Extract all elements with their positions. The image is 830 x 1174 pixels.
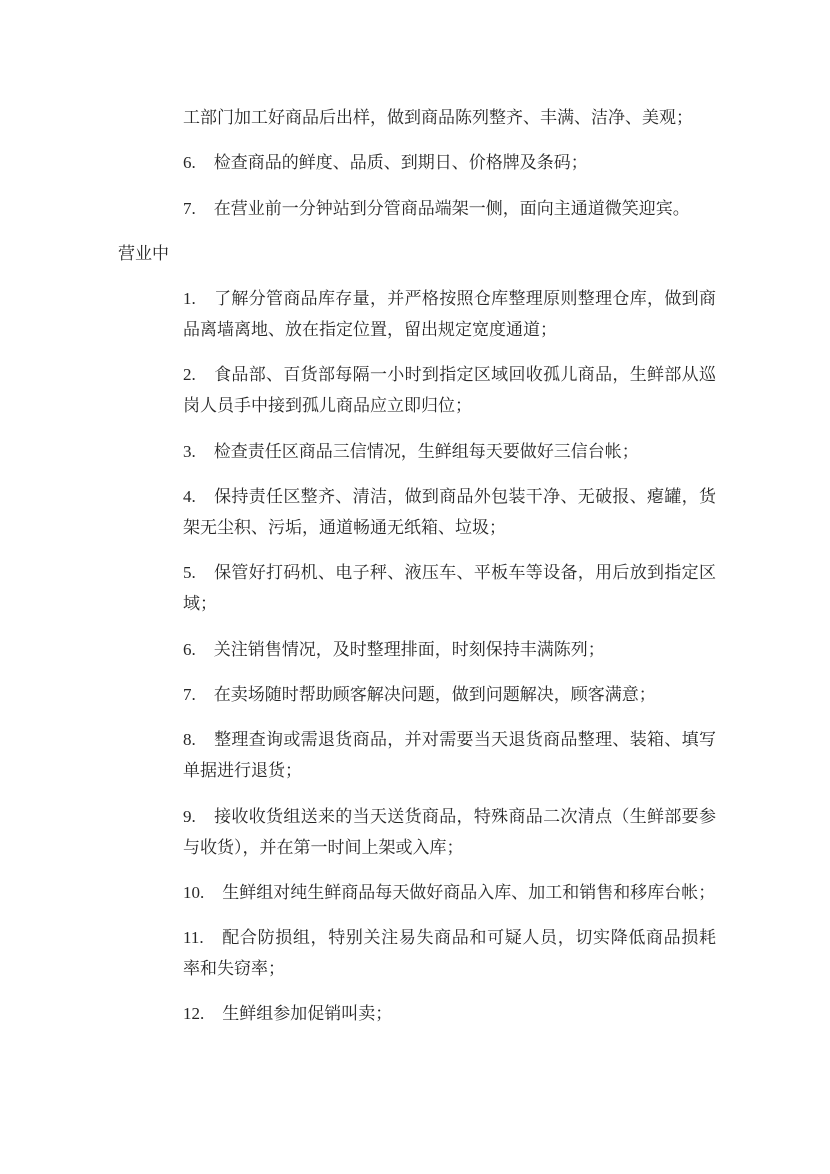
business-item-5 [183,557,716,619]
paragraph-line [183,679,716,710]
item-text: 检查责任区商品三信情况，生鲜组每天要做好三信台帐； [213,441,639,461]
item-number: 10. [183,882,205,902]
item-text: 食品部、百货部每隔一小时到指定区域回收孤儿商品，生鲜部从巡 [213,365,716,385]
item-number: 11. [183,928,204,948]
section-heading-block [118,238,716,269]
document-body [118,102,716,1044]
paragraph-line [183,877,716,908]
item-number: 12. [183,1004,205,1024]
item-text: 整理查询或需退货商品，并对需要当天退货商品整理、装箱、填写 [213,730,716,750]
business-item-4 [183,481,716,543]
paragraph-line [183,481,716,512]
item-text: 生鲜组对纯生鲜商品每天做好商品入库、加工和销售和移库台帐； [222,882,716,902]
item-number: 6. [183,639,196,659]
paragraph-line [183,724,716,755]
business-item-2 [183,359,716,421]
item-number: 8. [183,730,196,750]
item-number: 4. [183,487,196,507]
business-item-9 [183,801,716,863]
paragraph-line [183,998,716,1029]
paragraph-line [183,283,716,314]
item-text: 配合防损组，特别关注易失商品和可疑人员，切实降低商品损耗 [221,928,716,948]
item-number: 2. [183,365,196,385]
paragraph-line [183,147,716,178]
paragraph-line: 工部门加工好商品后出样，做到商品陈列整齐、丰满、洁净、美观； [183,108,693,127]
item-number: 7. [183,198,196,218]
item-text: 接收收货组送来的当天送货商品，特殊商品二次清点（生鲜部要参 [213,806,716,826]
pre-opening-item-6 [183,147,716,178]
item-text: 保管好打码机、电子秤、液压车、平板车等设备，用后放到指定区 [213,563,716,583]
paragraph-line [183,557,716,588]
business-item-1 [183,283,716,345]
paragraph-line [183,359,716,390]
item-number: 6. [183,153,196,173]
business-item-10 [183,877,716,908]
section-heading: 营业中 [118,243,169,263]
item-number: 9. [183,806,196,826]
item-text: 生鲜组参加促销叫卖； [222,1004,393,1024]
paragraph-line: 品离墙离地、放在指定位置，留出规定宽度通道； [183,320,557,340]
item-number: 5. [183,563,196,583]
business-item-12 [183,998,716,1029]
item-number: 3. [183,441,196,461]
item-text: 在营业前一分钟站到分管商品端架一侧，面向主通道微笑迎宾。 [213,198,690,218]
business-item-11 [183,922,716,984]
paragraph-line: 与收货），并在第一时间上架或入库； [183,837,464,857]
item-number: 7. [183,684,196,704]
paragraph-line: 率和失窃率； [183,959,285,979]
business-item-7 [183,679,716,710]
paragraph-line [183,634,716,665]
item-text: 保持责任区整齐、清洁，做到商品外包装干净、无破报、瘪罐，货 [213,487,716,507]
paragraph-line [183,436,716,467]
previous-item-continuation [183,102,716,133]
paragraph-line: 岗人员手中接到孤儿商品应立即归位； [183,396,472,416]
paragraph-line: 域； [183,594,217,614]
paragraph-line: 单据进行退货； [183,761,302,781]
paragraph-line: 架无尘积、污垢，通道畅通无纸箱、垃圾； [183,518,506,538]
business-item-3 [183,436,716,467]
item-text: 了解分管商品库存量，并严格按照仓库整理原则整理仓库，做到商 [213,289,716,309]
item-text: 在卖场随时帮助顾客解决问题，做到问题解决，顾客满意； [213,684,656,704]
pre-opening-item-7 [183,193,716,224]
paragraph-line [183,193,716,224]
item-text: 检查商品的鲜度、品质、到期日、价格牌及条码； [213,153,588,173]
business-item-6 [183,634,716,665]
paragraph-line [183,801,716,832]
paragraph-line [183,922,716,953]
business-item-8 [183,724,716,786]
item-text: 关注销售情况，及时整理排面，时刻保持丰满陈列； [213,639,605,659]
item-number: 1. [183,289,196,309]
